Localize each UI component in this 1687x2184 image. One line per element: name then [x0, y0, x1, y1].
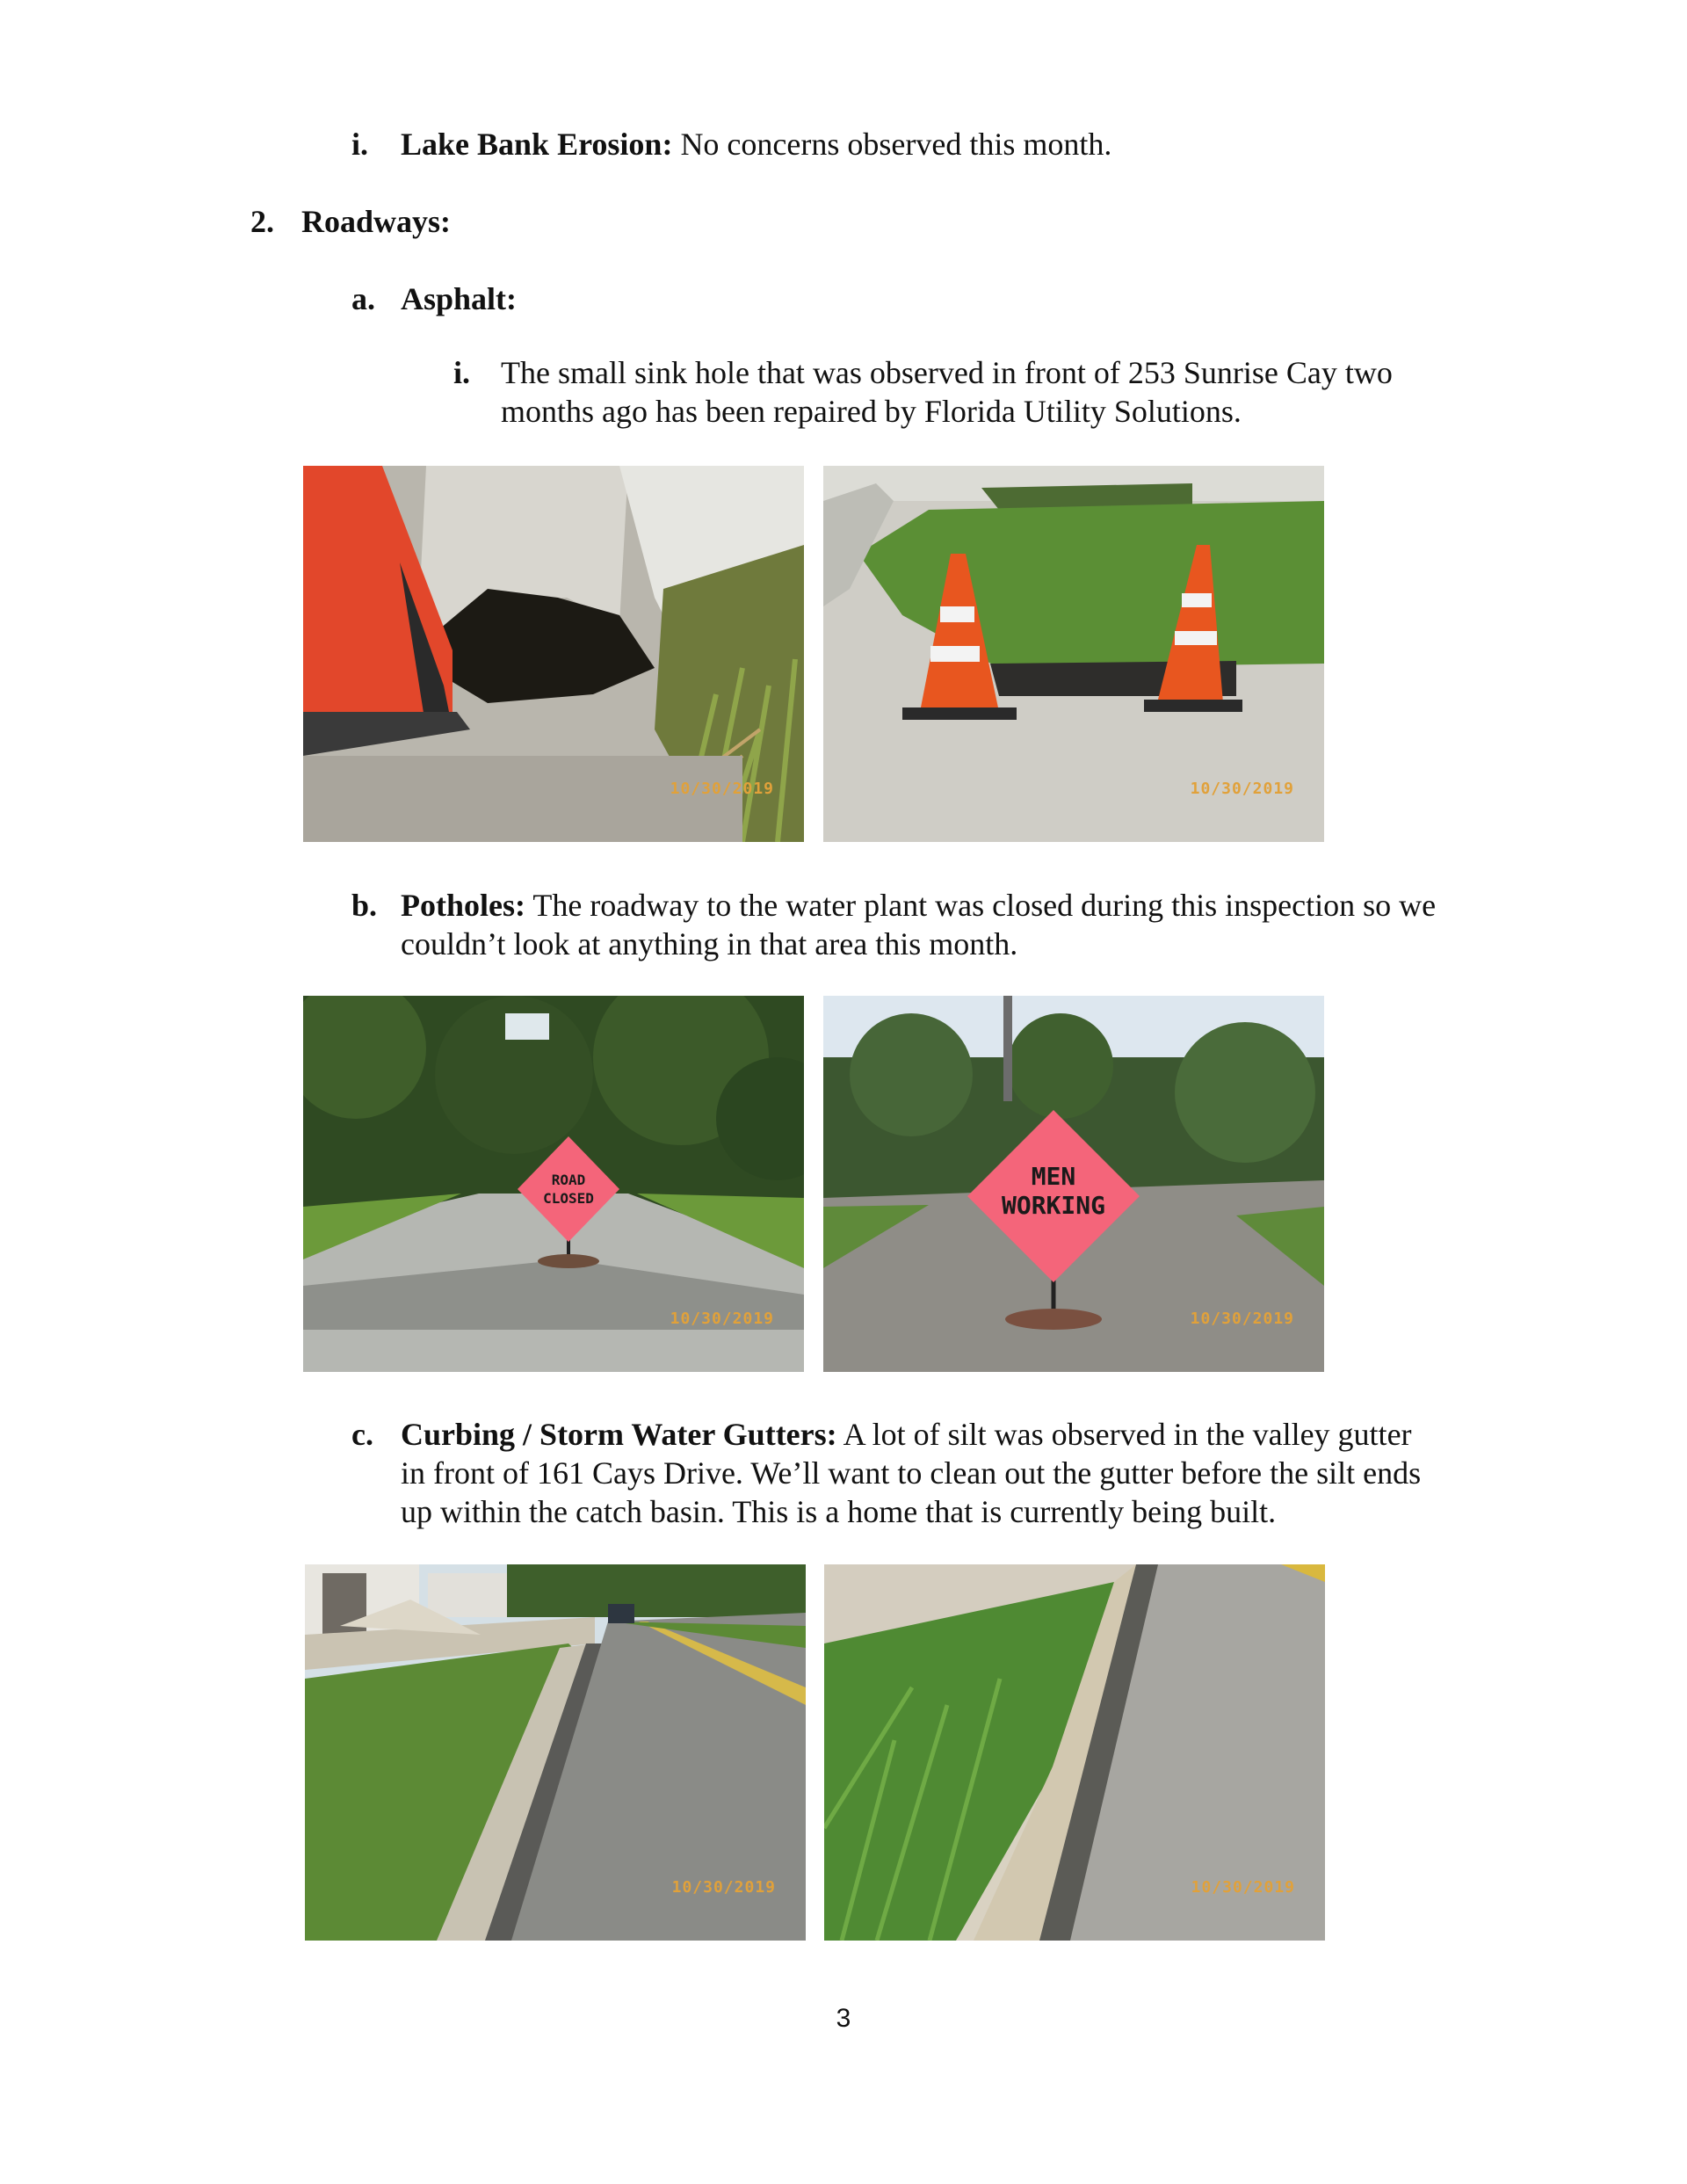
gutter-street-photo [305, 1564, 806, 1941]
asphalt-note-line-1: The small sink hole that was observed in front of 253 Sunrise Cay two [501, 355, 1393, 390]
asphalt-heading: Asphalt: [401, 281, 518, 316]
potholes-heading: Potholes: [401, 888, 525, 923]
date-stamp: 10/30/2019 [1191, 1878, 1295, 1897]
road-closed-sign-line-1: ROAD [551, 1172, 586, 1188]
list-marker: 2. [250, 204, 274, 239]
date-stamp: 10/30/2019 [670, 1310, 774, 1328]
curbing-line-2: in front of 161 Cays Drive. We’ll want to clean out the gutter before the silt ends [401, 1455, 1422, 1491]
men-working-photo [823, 996, 1324, 1372]
list-marker: a. [351, 281, 375, 316]
list-marker: i. [453, 355, 471, 390]
date-stamp: 10/30/2019 [1190, 780, 1294, 798]
curbing-heading: Curbing / Storm Water Gutters: [401, 1417, 837, 1452]
list-marker: b. [351, 888, 378, 923]
list-marker: c. [351, 1417, 373, 1452]
date-stamp: 10/30/2019 [670, 780, 774, 798]
repaired-patch-photo [823, 466, 1324, 842]
road-closed-sign-line-2: CLOSED [543, 1190, 594, 1207]
lake-bank-heading: Lake Bank Erosion: [401, 127, 673, 162]
asphalt-note-line-2: months ago has been repaired by Florida Utility Solutions. [501, 394, 1242, 429]
curbing-line-1 [401, 1415, 1412, 1454]
roadways-heading: Roadways: [301, 204, 452, 239]
curbing-line-3: up within the catch basin. This is a home that is currently being built. [401, 1494, 1277, 1529]
sinkhole-closeup-photo [303, 466, 804, 842]
men-working-sign-line-1: MEN [1031, 1162, 1076, 1191]
men-working-sign-line-2: WORKING [1001, 1191, 1106, 1220]
date-stamp: 10/30/2019 [671, 1878, 776, 1897]
list-marker: i. [351, 127, 369, 162]
date-stamp: 10/30/2019 [1190, 1310, 1294, 1328]
curbing-text: A lot of silt was observed in the valley gutter [836, 1417, 1412, 1452]
potholes-text: The roadway to the water plant was closed during this inspection so we [525, 888, 1437, 923]
page-number: 3 [836, 2004, 851, 2033]
gutter-silt-photo [824, 1564, 1325, 1941]
road-closed-photo [303, 996, 804, 1372]
lake-bank-item [401, 125, 1111, 163]
lake-bank-text: No concerns observed this month. [672, 127, 1112, 162]
potholes-line-1 [401, 886, 1436, 925]
potholes-line-2: couldn’t look at anything in that area this month. [401, 926, 1018, 961]
